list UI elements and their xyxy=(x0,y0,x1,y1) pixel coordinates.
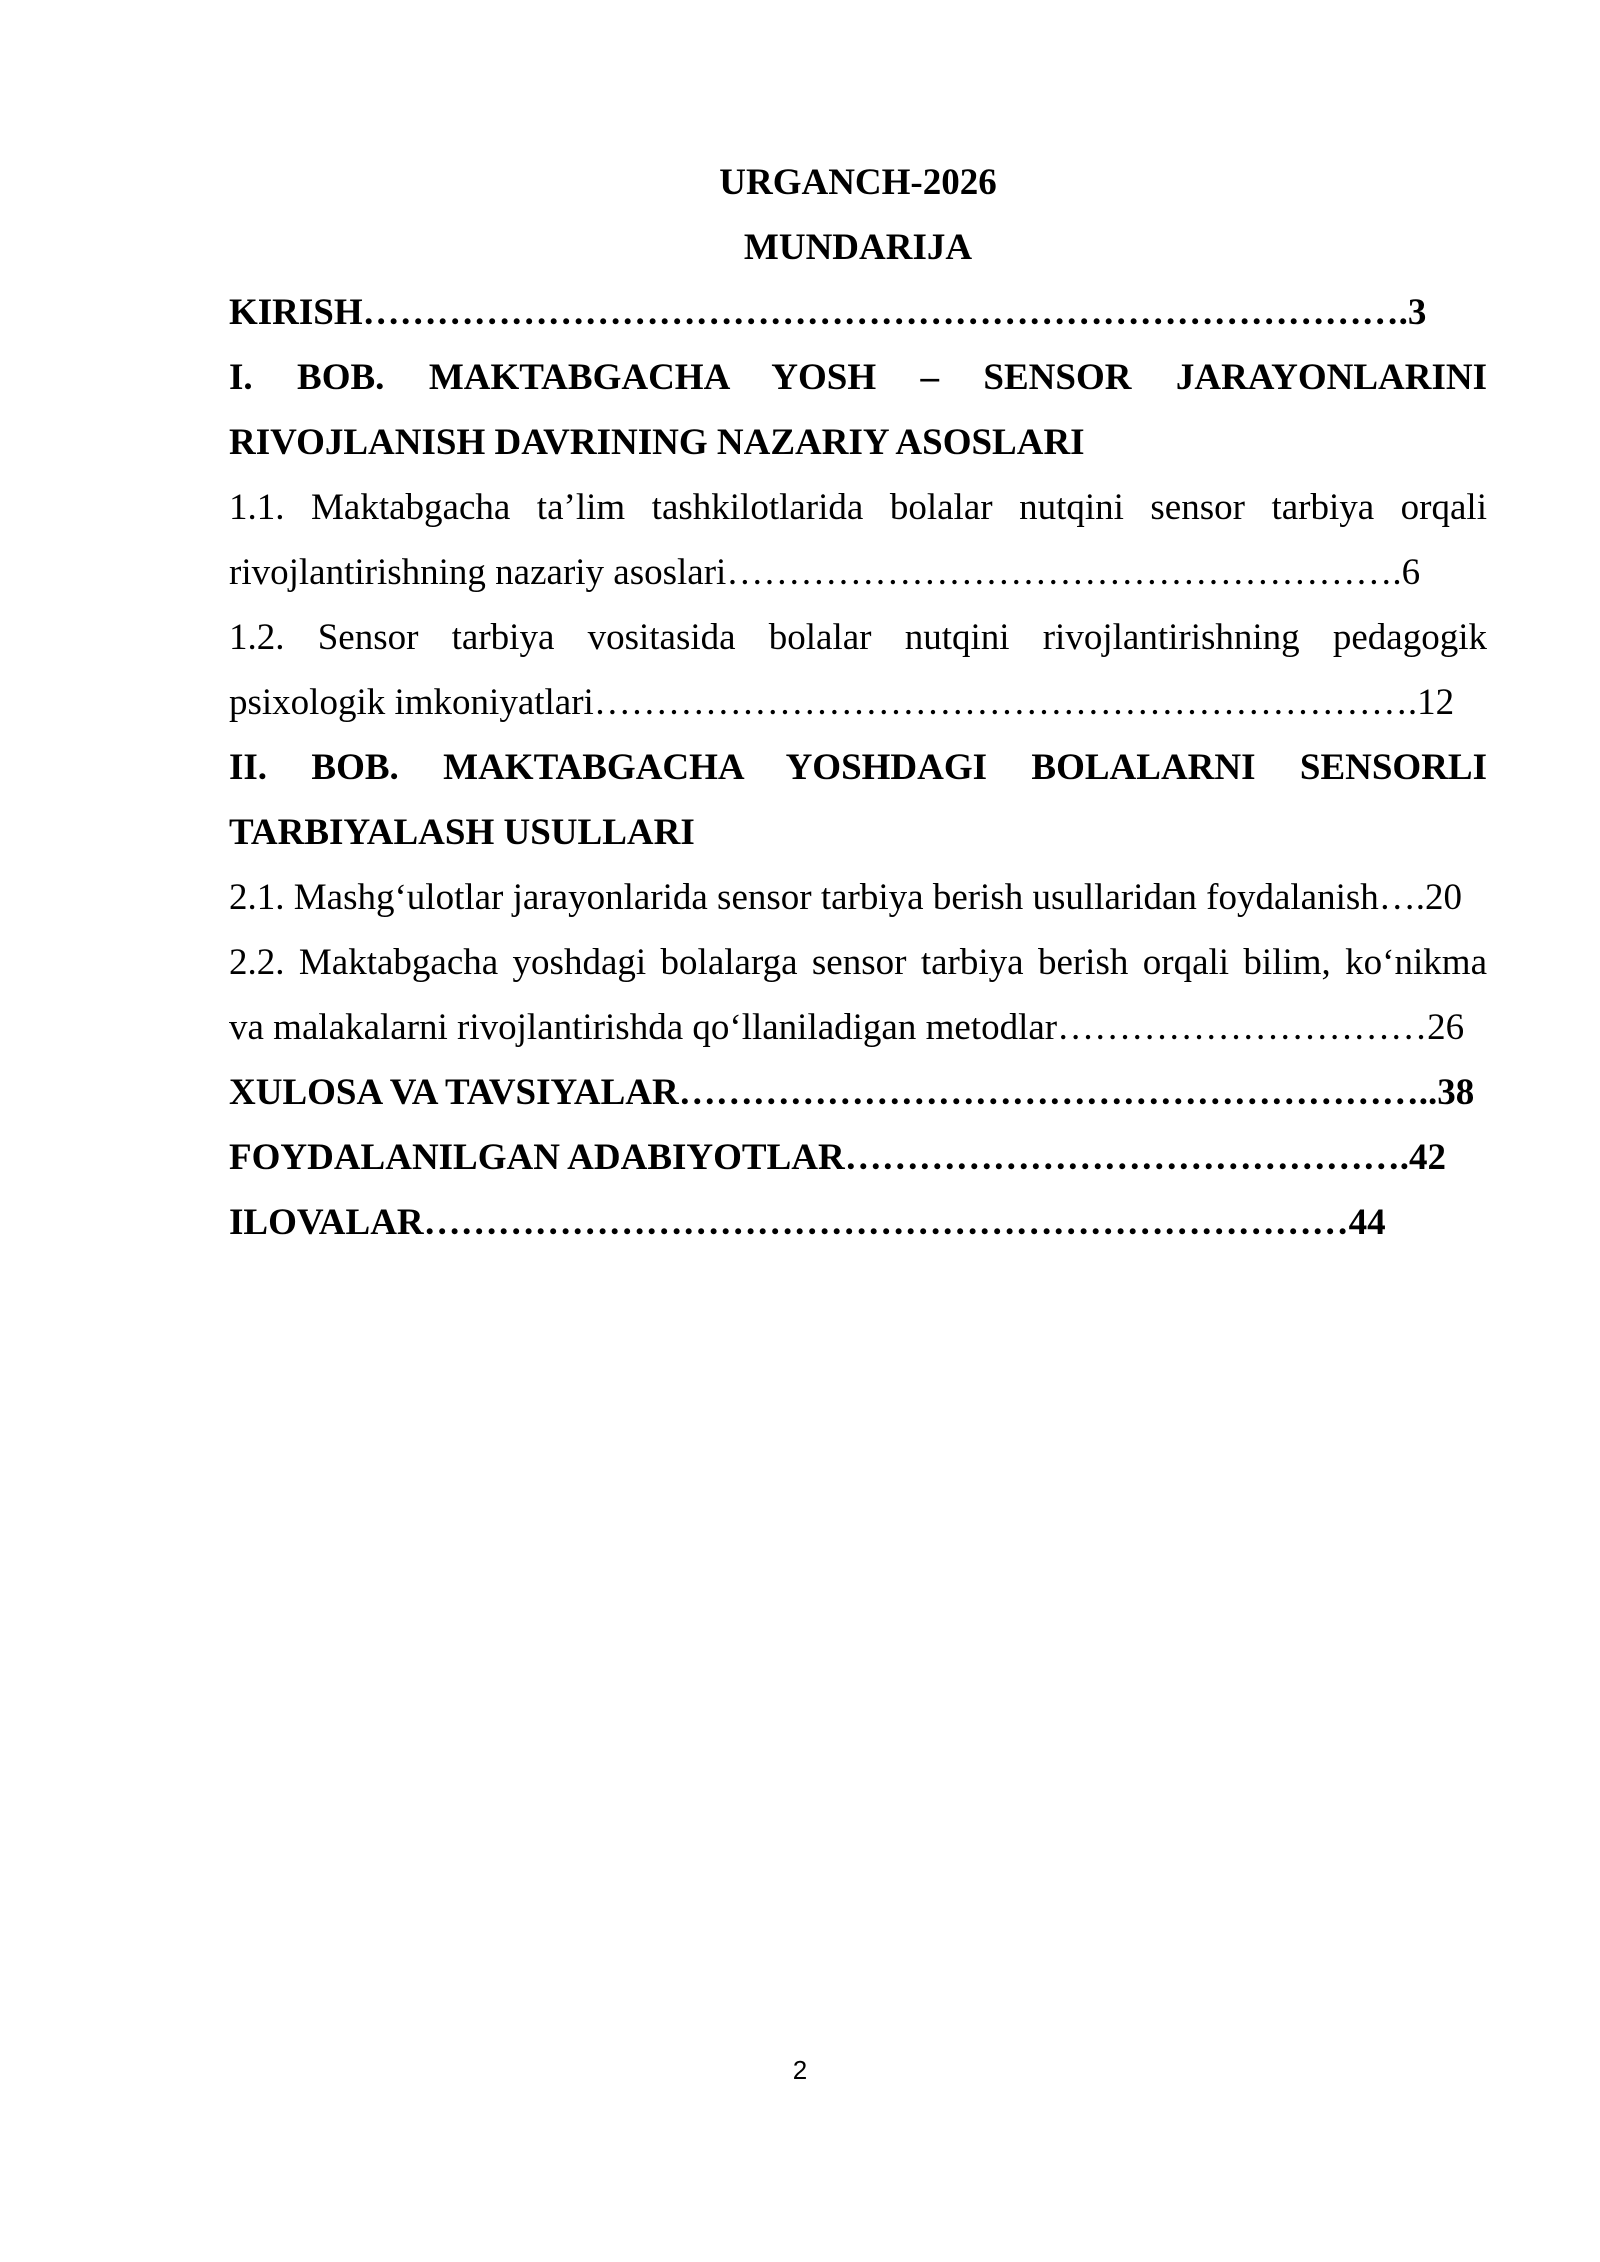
place-year-heading: URGANCH-2026 xyxy=(719,162,997,203)
toc-chapter-1-line-2: RIVOJLANISH DAVRINING NAZARIY ASOSLARI xyxy=(229,422,1085,463)
toc-chapter-2-line-2: TARBIYALASH USULLARI xyxy=(229,812,695,853)
toc-section-1-1-line-2: rivojlantirishning nazariy asoslari……………………………………………….6 xyxy=(229,552,1421,593)
toc-chapter-1-line-1: I. BOB. MAKTABGACHA YOSH – SENSOR JARAYONLARINI xyxy=(229,357,1487,398)
toc-chapter-2-line-1: II. BOB. MAKTABGACHA YOSHDAGI BOLALARNI SENSORLI xyxy=(229,747,1487,788)
toc-entry-ilovalar: ILOVALAR…………………………………………………………………44 xyxy=(229,1202,1386,1243)
page-content xyxy=(229,150,1487,1255)
toc-entry-xulosa: XULOSA VA TAVSIYALAR……………………………………………………..38 xyxy=(229,1072,1475,1113)
toc-section-1-1-line-1: 1.1. Maktabgacha ta’lim tashkilotlarida bolalar nutqini sensor tarbiya orqali xyxy=(229,487,1487,528)
table-of-contents xyxy=(229,280,1487,1255)
toc-section-1-2-line-2: psixologik imkoniyatlari………………………………………………………….12 xyxy=(229,682,1455,723)
toc-entry-adabiyotlar: FOYDALANILGAN ADABIYOTLAR……………………………………….42 xyxy=(229,1137,1446,1178)
toc-section-2-2-line-2: va malakalarni rivojlantirishda qo‘llaniladigan metodlar…………………………26 xyxy=(229,1007,1465,1048)
toc-section-2-1: 2.1. Mashg‘ulotlar jarayonlarida sensor tarbiya berish usullaridan foydalanish….20 xyxy=(229,877,1463,918)
toc-section-2-2-line-1: 2.2. Maktabgacha yoshdagi bolalarga sensor tarbiya berish orqali bilim, ko‘nikma xyxy=(229,942,1487,983)
contents-title: MUNDARIJA xyxy=(743,227,973,268)
page-number: 2 xyxy=(792,2055,808,2085)
toc-entry-kirish: KIRISH………………………………………………………………………….3 xyxy=(229,292,1427,333)
toc-section-1-2-line-1: 1.2. Sensor tarbiya vositasida bolalar nutqini rivojlantirishning pedagogik xyxy=(229,617,1487,658)
